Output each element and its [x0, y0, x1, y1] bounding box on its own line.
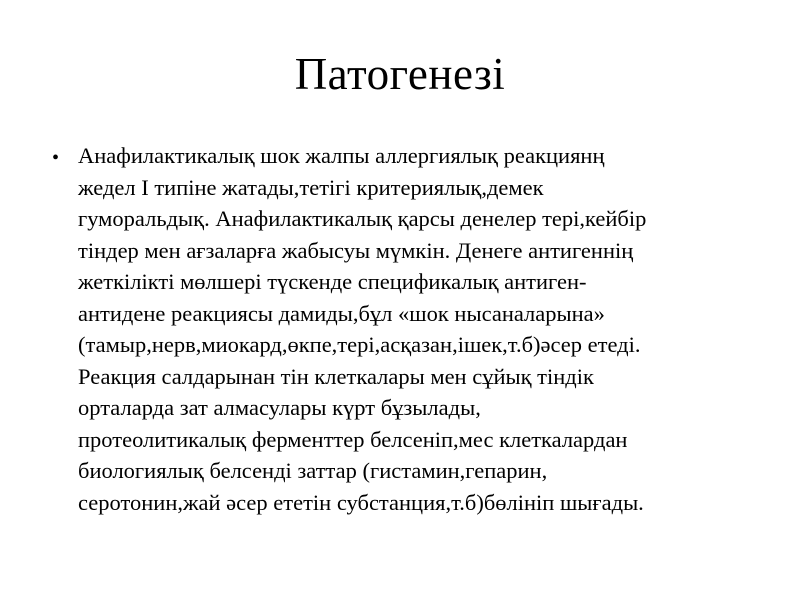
bullet-dot-icon: • — [52, 147, 60, 169]
bullet-line: Анафилактикалық шок жалпы аллергиялық реакциянң — [78, 143, 605, 168]
slide-title: Патогенезі — [294, 49, 506, 99]
bullet-list — [40, 140, 770, 518]
bullet-line: орталарда зат алмасулары күрт бұзылады, — [78, 395, 481, 420]
bullet-line: серотонин,жай әсер ететін субстанция,т.б)бөлініп шығады. — [78, 489, 644, 515]
bullet-line: Реакция салдарынан тін клеткалары мен сұйық тіндік — [78, 363, 594, 389]
bullet-line: протеолитикалық ферменттер белсеніп,мес клеткалардан — [78, 426, 628, 452]
bullet-text — [78, 140, 770, 518]
bullet-line: тіндер мен ағзаларға жабысуы мүмкін. Денеге антигеннің — [78, 237, 634, 263]
bullet-line: антидене реакциясы дамиды,бұл «шок нысаналарына» — [78, 300, 605, 326]
bullet-line: жеткілікті мөлшері түскенде спецификалық антиген- — [78, 269, 587, 294]
bullet-item — [40, 140, 770, 518]
bullet-line: гуморальдық. Анафилактикалық қарсы денелер тері,кейбір — [78, 206, 647, 231]
bullet-line: жедел I типіне жатады,тетігі критериялық,демек — [78, 174, 544, 200]
bullet-line: (тамыр,нерв,миокард,өкпе,тері,асқазан,ішек,т.б)әсер етеді. — [78, 332, 641, 357]
bullet-line: биологиялық белсенді заттар (гистамин,гепарин, — [78, 458, 548, 483]
